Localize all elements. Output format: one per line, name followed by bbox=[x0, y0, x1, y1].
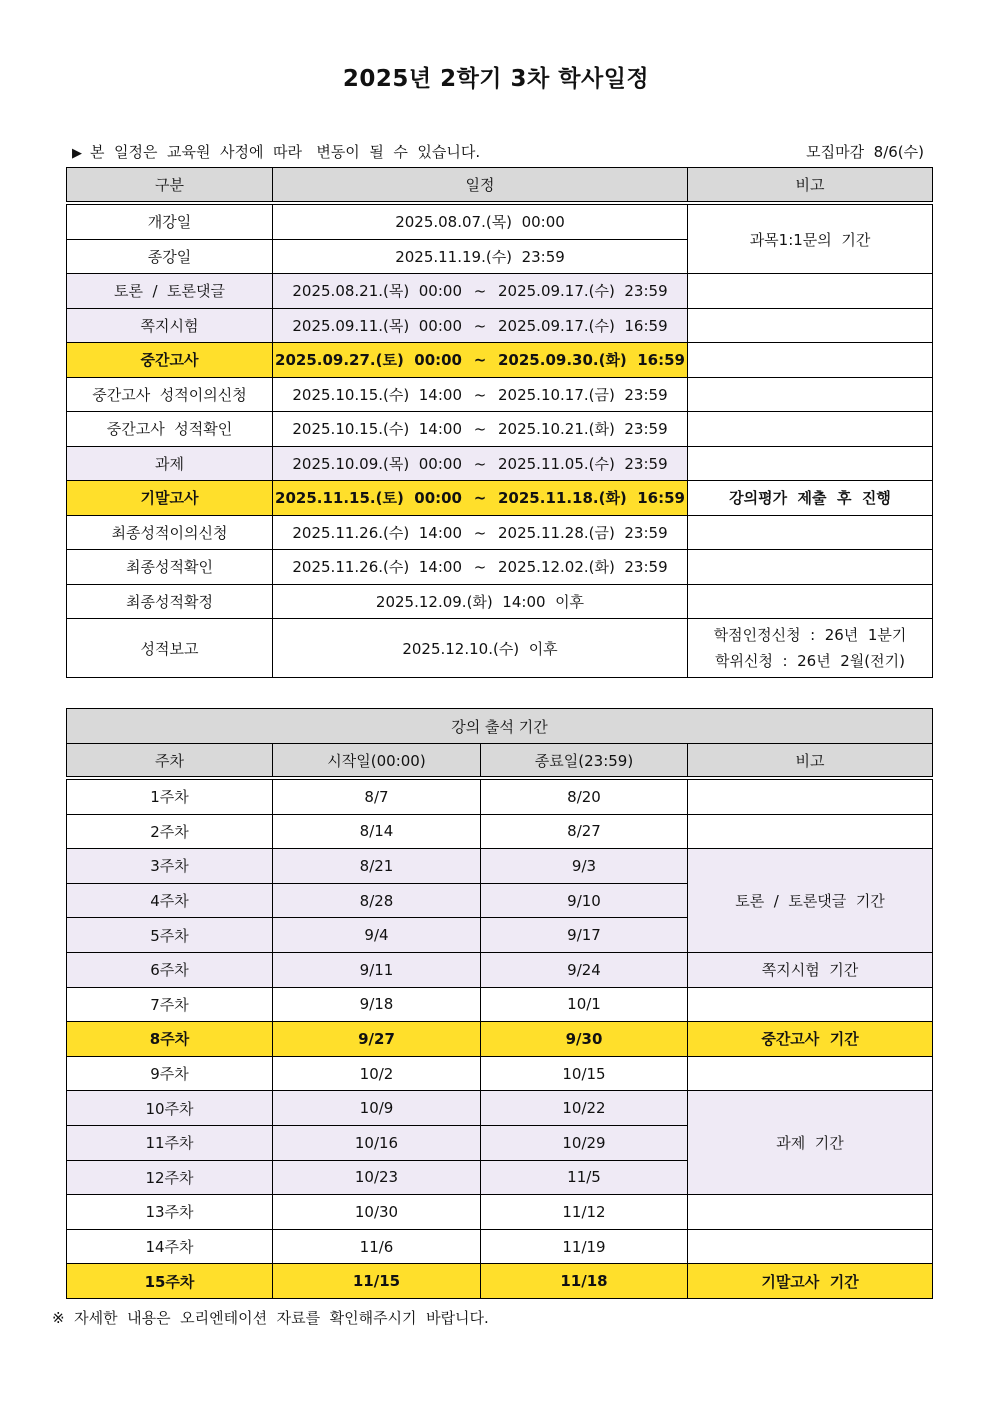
range-separator: ~ bbox=[473, 385, 487, 404]
period-start: 2025.10.09.(목) 00:00 bbox=[292, 454, 462, 473]
range-separator: ~ bbox=[473, 351, 487, 370]
attendance-row bbox=[67, 1091, 933, 1126]
schedule-header-row bbox=[67, 168, 933, 204]
schedule-period bbox=[273, 550, 688, 585]
schedule-row bbox=[67, 515, 933, 550]
period-end: 2025.09.17.(수) 23:59 bbox=[498, 282, 668, 301]
end-date: 9/30 bbox=[481, 1022, 688, 1057]
notice bbox=[72, 141, 480, 162]
period-start: 2025.11.26.(수) 14:00 bbox=[292, 558, 462, 577]
start-date: 10/9 bbox=[273, 1091, 481, 1126]
notice-row bbox=[72, 141, 930, 163]
header-category: 구분 bbox=[67, 168, 273, 204]
range-separator: ~ bbox=[473, 282, 487, 301]
schedule-remark bbox=[688, 550, 933, 585]
notice-text: 본 일정은 교육원 사정에 따라 변동이 될 수 있습니다. bbox=[90, 143, 481, 161]
end-date: 9/10 bbox=[481, 883, 688, 918]
schedule-row bbox=[67, 377, 933, 412]
header-end-date: 종료일(23:59) bbox=[481, 744, 688, 779]
week-label: 10주차 bbox=[67, 1091, 273, 1126]
start-date: 9/27 bbox=[273, 1022, 481, 1057]
period-end: 2025.11.05.(수) 23:59 bbox=[498, 454, 668, 473]
week-label: 13주차 bbox=[67, 1195, 273, 1230]
attendance-row bbox=[67, 778, 933, 814]
schedule-row bbox=[67, 308, 933, 343]
attendance-row bbox=[67, 1229, 933, 1264]
end-date: 8/20 bbox=[481, 778, 688, 814]
week-label: 4주차 bbox=[67, 883, 273, 918]
schedule-period bbox=[273, 274, 688, 309]
header-remarks: 비고 bbox=[688, 168, 933, 204]
week-label: 6주차 bbox=[67, 952, 273, 987]
end-date: 10/15 bbox=[481, 1056, 688, 1091]
header-remarks: 비고 bbox=[688, 744, 933, 779]
schedule-period: 2025.08.07.(목) 00:00 bbox=[273, 203, 688, 239]
period-start: 2025.08.21.(목) 00:00 bbox=[292, 282, 462, 301]
schedule-remark bbox=[688, 515, 933, 550]
attendance-row bbox=[67, 849, 933, 884]
week-label: 9주차 bbox=[67, 1056, 273, 1091]
schedule-item: 중간고사 성적확인 bbox=[67, 412, 273, 447]
schedule-table bbox=[66, 167, 933, 678]
end-date: 9/3 bbox=[481, 849, 688, 884]
deadline-text: 모집마감 8/6(수) bbox=[806, 143, 924, 161]
attendance-remark: 과제 기간 bbox=[688, 1091, 933, 1195]
schedule-period bbox=[273, 446, 688, 481]
start-date: 11/15 bbox=[273, 1264, 481, 1299]
schedule-remark: 강의평가 제출 후 진행 bbox=[688, 481, 933, 516]
end-date: 10/29 bbox=[481, 1125, 688, 1160]
end-date: 8/27 bbox=[481, 814, 688, 849]
schedule-item: 성적보고 bbox=[67, 619, 273, 678]
end-date: 11/18 bbox=[481, 1264, 688, 1299]
attendance-caption: 강의 출석 기간 bbox=[67, 709, 933, 744]
week-label: 15주차 bbox=[67, 1264, 273, 1299]
schedule-row bbox=[67, 584, 933, 619]
schedule-period: 2025.12.10.(수) 이후 bbox=[273, 619, 688, 678]
schedule-period bbox=[273, 515, 688, 550]
range-separator: ~ bbox=[473, 558, 487, 577]
schedule-period bbox=[273, 481, 688, 516]
schedule-period bbox=[273, 343, 688, 378]
schedule-row bbox=[67, 619, 933, 678]
attendance-row bbox=[67, 1022, 933, 1057]
schedule-remark: 과목1:1문의 기간 bbox=[688, 203, 933, 274]
end-date: 10/1 bbox=[481, 987, 688, 1022]
start-date: 11/6 bbox=[273, 1229, 481, 1264]
schedule-period: 2025.12.09.(화) 14:00 이후 bbox=[273, 584, 688, 619]
attendance-remark bbox=[688, 1195, 933, 1230]
attendance-remark bbox=[688, 814, 933, 849]
start-date: 10/23 bbox=[273, 1160, 481, 1195]
attendance-row bbox=[67, 1264, 933, 1299]
week-label: 14주차 bbox=[67, 1229, 273, 1264]
range-separator: ~ bbox=[473, 454, 487, 473]
schedule-remark bbox=[688, 377, 933, 412]
week-label: 8주차 bbox=[67, 1022, 273, 1057]
attendance-row bbox=[67, 1056, 933, 1091]
period-start: 2025.11.15.(토) 00:00 bbox=[275, 489, 462, 508]
schedule-remark bbox=[688, 274, 933, 309]
week-label: 3주차 bbox=[67, 849, 273, 884]
week-label: 11주차 bbox=[67, 1125, 273, 1160]
period-end: 2025.09.17.(수) 16:59 bbox=[498, 316, 668, 335]
attendance-remark bbox=[688, 778, 933, 814]
schedule-row bbox=[67, 446, 933, 481]
week-label: 7주차 bbox=[67, 987, 273, 1022]
attendance-remark: 기말고사 기간 bbox=[688, 1264, 933, 1299]
page-title: 2025년 2학기 3차 학사일정 bbox=[342, 66, 650, 92]
schedule-item: 최종성적확인 bbox=[67, 550, 273, 585]
attendance-remark: 토론 / 토론댓글 기간 bbox=[688, 849, 933, 953]
remark-line: 학점인정신청 : 26년 1분기 bbox=[713, 626, 907, 644]
attendance-remark: 쪽지시험 기간 bbox=[688, 952, 933, 987]
schedule-item: 종강일 bbox=[67, 239, 273, 274]
period-end: 2025.10.17.(금) 23:59 bbox=[498, 385, 668, 404]
period-end: 2025.11.18.(화) 16:59 bbox=[498, 489, 685, 508]
end-date: 11/12 bbox=[481, 1195, 688, 1230]
schedule-row bbox=[67, 412, 933, 447]
schedule-item: 중간고사 성적이의신청 bbox=[67, 377, 273, 412]
schedule-remark bbox=[688, 584, 933, 619]
attendance-remark: 중간고사 기간 bbox=[688, 1022, 933, 1057]
schedule-item: 토론 / 토론댓글 bbox=[67, 274, 273, 309]
period-start: 2025.11.26.(수) 14:00 bbox=[292, 523, 462, 542]
period-start: 2025.10.15.(수) 14:00 bbox=[292, 420, 462, 439]
start-date: 9/4 bbox=[273, 918, 481, 953]
schedule-row bbox=[67, 203, 933, 239]
start-date: 9/11 bbox=[273, 952, 481, 987]
end-date: 9/17 bbox=[481, 918, 688, 953]
period-end: 2025.12.02.(화) 23:59 bbox=[498, 558, 668, 577]
week-label: 2주차 bbox=[67, 814, 273, 849]
end-date: 11/5 bbox=[481, 1160, 688, 1195]
schedule-item: 쪽지시험 bbox=[67, 308, 273, 343]
week-label: 12주차 bbox=[67, 1160, 273, 1195]
schedule-remark bbox=[688, 343, 933, 378]
end-date: 11/19 bbox=[481, 1229, 688, 1264]
period-end: 2025.09.30.(화) 16:59 bbox=[498, 351, 685, 370]
schedule-period: 2025.11.19.(수) 23:59 bbox=[273, 239, 688, 274]
start-date: 10/2 bbox=[273, 1056, 481, 1091]
play-arrow-icon: ▶ bbox=[72, 146, 82, 161]
schedule-remark bbox=[688, 308, 933, 343]
schedule-period bbox=[273, 377, 688, 412]
end-date: 10/22 bbox=[481, 1091, 688, 1126]
attendance-row bbox=[67, 1195, 933, 1230]
header-schedule: 일정 bbox=[273, 168, 688, 204]
schedule-row bbox=[67, 550, 933, 585]
schedule-remark bbox=[688, 619, 933, 678]
start-date: 8/28 bbox=[273, 883, 481, 918]
footer-note: ※ 자세한 내용은 오리엔테이션 자료를 확인해주시기 바랍니다. bbox=[52, 1309, 489, 1327]
start-date: 10/30 bbox=[273, 1195, 481, 1230]
attendance-table bbox=[66, 708, 933, 1299]
period-end: 2025.11.28.(금) 23:59 bbox=[498, 523, 668, 542]
range-separator: ~ bbox=[473, 316, 487, 335]
schedule-period bbox=[273, 412, 688, 447]
header-start-date: 시작일(00:00) bbox=[273, 744, 481, 779]
attendance-row bbox=[67, 814, 933, 849]
schedule-item: 기말고사 bbox=[67, 481, 273, 516]
schedule-item: 중간고사 bbox=[67, 343, 273, 378]
attendance-remark bbox=[688, 987, 933, 1022]
attendance-remark bbox=[688, 1056, 933, 1091]
schedule-item: 과제 bbox=[67, 446, 273, 481]
start-date: 10/16 bbox=[273, 1125, 481, 1160]
start-date: 8/14 bbox=[273, 814, 481, 849]
attendance-remark bbox=[688, 1229, 933, 1264]
start-date: 8/21 bbox=[273, 849, 481, 884]
start-date: 9/18 bbox=[273, 987, 481, 1022]
schedule-row bbox=[67, 274, 933, 309]
attendance-row bbox=[67, 987, 933, 1022]
schedule-remark bbox=[688, 412, 933, 447]
schedule-row bbox=[67, 343, 933, 378]
end-date: 9/24 bbox=[481, 952, 688, 987]
period-end: 2025.10.21.(화) 23:59 bbox=[498, 420, 668, 439]
period-start: 2025.10.15.(수) 14:00 bbox=[292, 385, 462, 404]
header-week: 주차 bbox=[67, 744, 273, 779]
range-separator: ~ bbox=[473, 523, 487, 542]
period-start: 2025.09.27.(토) 00:00 bbox=[275, 351, 462, 370]
range-separator: ~ bbox=[473, 420, 487, 439]
week-label: 1주차 bbox=[67, 778, 273, 814]
period-start: 2025.09.11.(목) 00:00 bbox=[292, 316, 462, 335]
schedule-item: 개강일 bbox=[67, 203, 273, 239]
attendance-row bbox=[67, 952, 933, 987]
schedule-item: 최종성적이의신청 bbox=[67, 515, 273, 550]
schedule-period bbox=[273, 308, 688, 343]
range-separator: ~ bbox=[473, 489, 487, 508]
remark-line: 학위신청 : 26년 2월(전기) bbox=[715, 652, 905, 670]
week-label: 5주차 bbox=[67, 918, 273, 953]
schedule-remark bbox=[688, 446, 933, 481]
start-date: 8/7 bbox=[273, 778, 481, 814]
schedule-row bbox=[67, 481, 933, 516]
schedule-item: 최종성적확정 bbox=[67, 584, 273, 619]
